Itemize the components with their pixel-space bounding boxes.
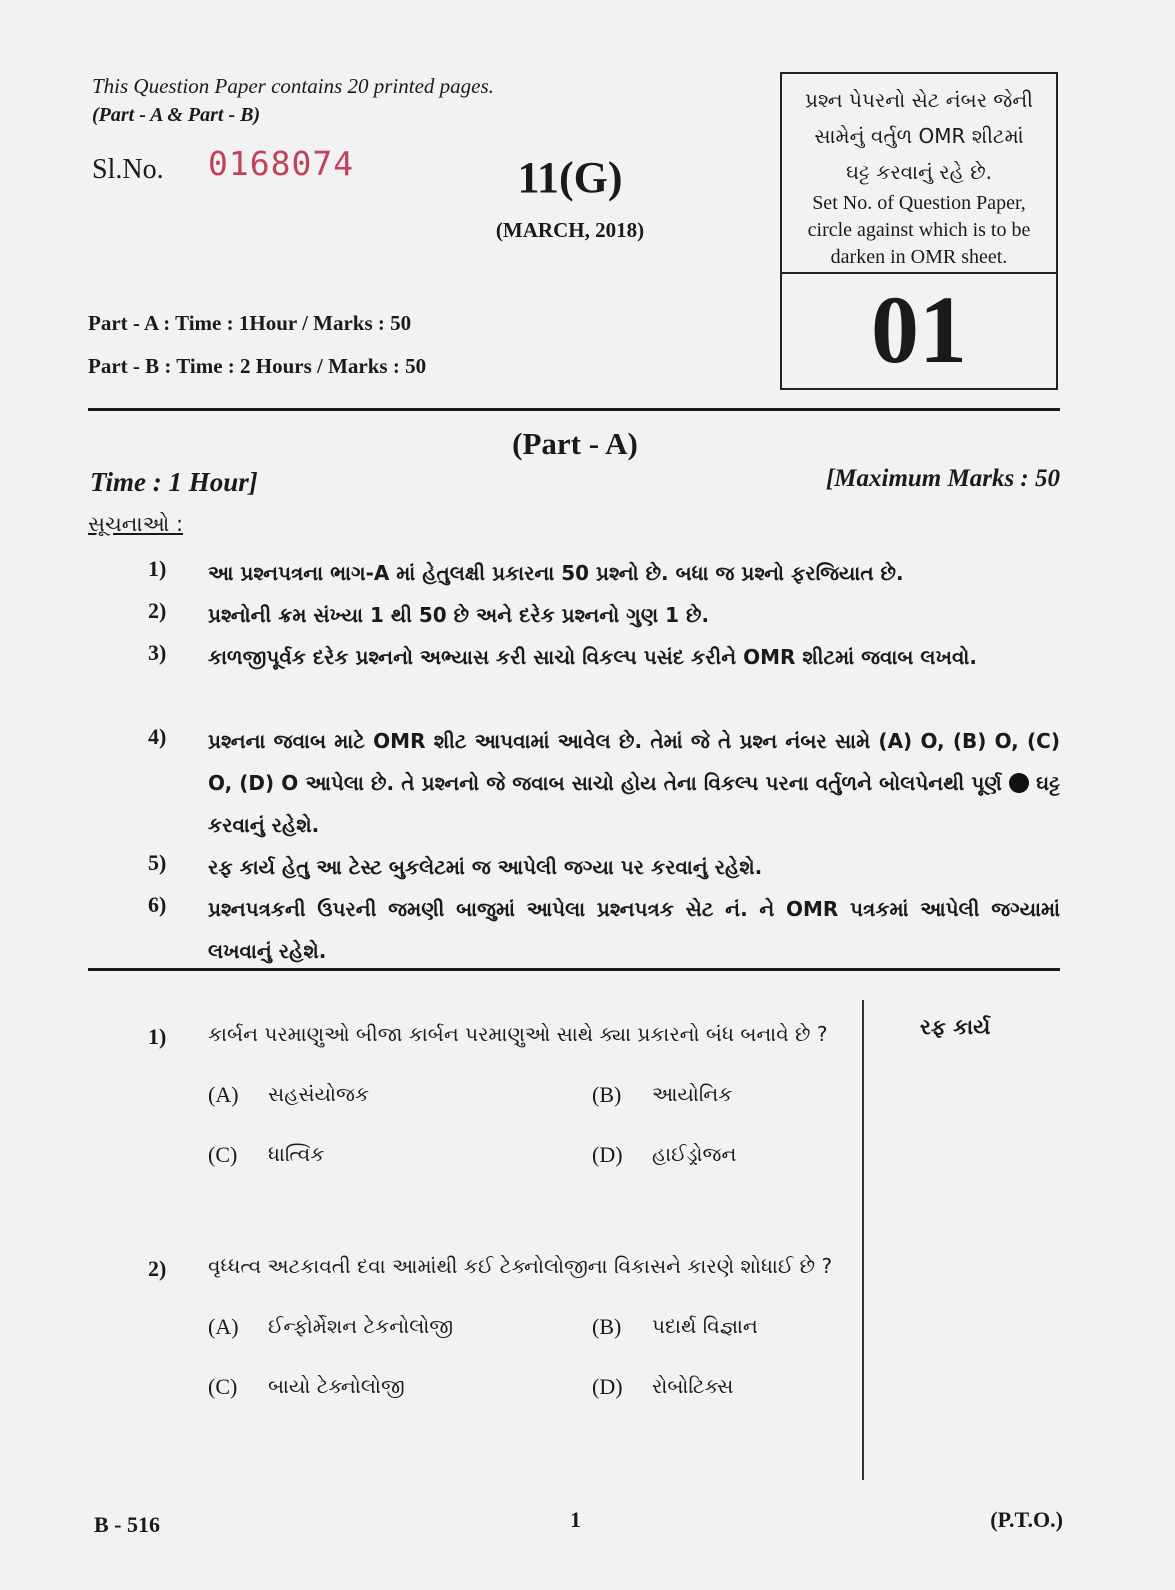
instruction-text [208,720,1060,846]
header-divider [88,408,1060,411]
set-box-english-line-3: darken in OMR sheet. [830,246,1008,268]
option-text: ધાત્વિક [268,1142,325,1166]
option-text: ઈન્ફોર્મેશન ટેકનોલોજી [268,1314,454,1338]
option-text: રોબોટિક્સ [652,1374,734,1398]
instruction-text: કાળજીપૂર્વક દરેક પ્રશ્નનો અભ્યાસ કરી સાચો વિકલ્પ પસંદ કરીને OMR શીટમાં જવાબ લખવો. [208,645,978,669]
set-box-gujarati-line-3: ઘટ્ટ કરવાનું રહે છે. [845,160,993,184]
set-number: 01 [871,276,967,383]
please-turn-over: (P.T.O.) [990,1507,1063,1532]
option-letter: (A) [208,1314,239,1339]
instructions-divider [88,968,1060,971]
part-a-time-marks: Part - A : Time : 1Hour / Marks : 50 [88,311,412,335]
booklet-code: B - 516 [94,1512,160,1537]
paper-code: 11(G) [517,153,623,202]
instruction-text: પ્રશ્નોની ક્રમ સંખ્યા 1 થી 50 છે અને દરેક પ્રશ્નનો ગુણ 1 છે. [208,603,710,627]
pages-note: This Question Paper contains 20 printed pages. [92,74,494,98]
option-text: બાયો ટેક્નોલોજી [268,1374,405,1398]
instruction-text: આ પ્રશ્નપત્રના ભાગ-A માં હેતુલક્ષી પ્રકારના 50 પ્રશ્નો છે. બધા જ પ્રશ્નો ફરજિયાત છે. [208,561,904,585]
instructions-heading: સૂચનાઓ : [88,512,184,536]
instruction-text: પ્રશ્નપત્રકની ઉપરની જમણી બાજુમાં આપેલા પ્રશ્નપત્રક સેટ નં. ને OMR પત્રકમાં આપેલી જગ્યામાં લખવાનું રહેશે. [208,897,1060,963]
option-text: પદાર્થ વિજ્ઞાન [652,1314,758,1338]
set-number-instructions [782,74,1056,274]
instruction-number: 5) [148,850,167,875]
option-letter: (C) [208,1374,238,1399]
set-box-english-line-1: Set No. of Question Paper, [812,192,1026,214]
instruction-number: 3) [148,640,167,665]
question-number: 1) [148,1024,167,1049]
set-box-gujarati-line-1: પ્રશ્ન પેપરનો સેટ નંબર જેની [805,88,1033,112]
set-box-english-line-2: circle against which is to be [807,219,1031,241]
option-letter: (A) [208,1082,239,1107]
serial-number-label: Sl.No. [92,154,164,185]
rough-work-label: રફ કાર્ય [920,1015,991,1039]
part-title: (Part - A) [512,426,638,461]
instruction-text: રફ કાર્ય હેતુ આ ટેસ્ટ બુકલેટમાં જ આપેલી જગ્યા પર કરવાનું રહેશે. [208,855,763,879]
instruction-text-part: ઘટ્ટ કરવાનું રહેશે. [208,771,1061,837]
set-box-gujarati-line-2: સામેનું વર્તુળ OMR શીટમાં [814,124,1024,148]
rough-work-divider [862,1000,864,1480]
parts-note: (Part - A & Part - B) [92,104,261,126]
serial-number-value: 0168074 [208,144,355,183]
instruction-text-part: પ્રશ્નના જવાબ માટે OMR શીટ આપવામાં આવેલ છે. તેમાં જે તે પ્રશ્ન નંબર સામે (A) O, (B) O, (C) O, (D) O આપેલા છે. તે પ્રશ્નનો જે જવાબ સાચો હોય તેના વિકલ્પ પરના વર્તુળને બોલપેનથી પૂર્ણ [208,729,1060,795]
instruction-number: 1) [148,556,167,581]
instruction-number: 6) [148,892,167,917]
question-number: 2) [148,1256,167,1281]
option-letter: (B) [592,1314,622,1339]
option-letter: (B) [592,1082,622,1107]
option-letter: (D) [592,1142,623,1167]
part-b-time-marks: Part - B : Time : 2 Hours / Marks : 50 [88,354,427,378]
question-text: કાર્બન પરમાણુઓ બીજા કાર્બન પરમાણુઓ સાથે ક્યા પ્રકારનો બંધ બનાવે છે ? [208,1022,828,1046]
filled-circle-icon [1009,773,1029,793]
option-letter: (D) [592,1374,623,1399]
option-text: આયોનિક [652,1082,733,1106]
part-a-max-marks: [Maximum Marks : 50 [825,465,1060,492]
set-number-box [780,72,1058,390]
part-a-time: Time : 1 Hour] [90,467,258,497]
question-text: વૃધ્ધત્વ અટકાવતી દવા આમાંથી કઈ ટેક્નોલોજીના વિકાસને કારણે શોધાઈ છે ? [208,1254,833,1278]
instruction-number: 4) [148,724,167,749]
option-text: સહસંયોજક [268,1082,370,1106]
exam-date: (MARCH, 2018) [495,218,645,242]
instruction-number: 2) [148,598,167,623]
page-number: 1 [570,1507,581,1532]
option-letter: (C) [208,1142,238,1167]
option-text: હાઈડ્રોજન [652,1142,737,1166]
